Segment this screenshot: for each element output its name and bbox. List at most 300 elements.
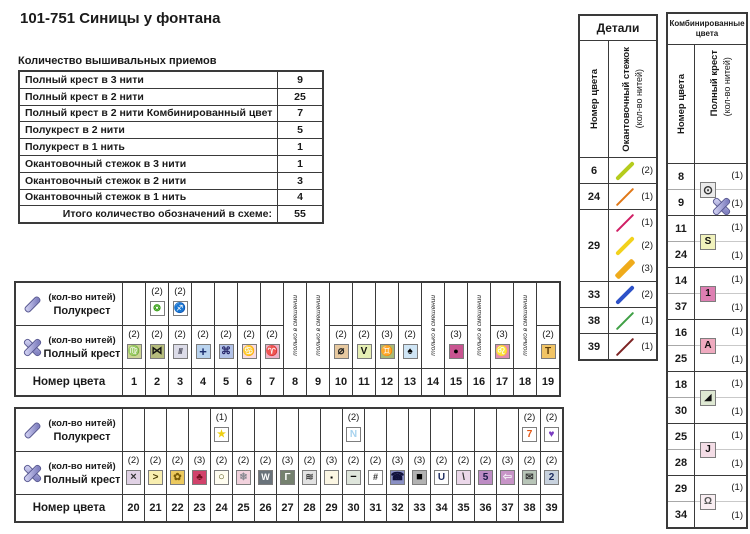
half-cross-cell — [169, 283, 191, 325]
thread-count: (3) — [413, 455, 426, 466]
symbol-chip: Γ — [280, 470, 295, 485]
combined-symbol-cell — [695, 476, 746, 527]
full-cross-cell — [365, 451, 386, 494]
symbol-chip: 2 — [544, 470, 559, 485]
outline-stitch-sample — [611, 257, 654, 280]
stats-row — [20, 88, 322, 105]
details-outline-stitch-header: Окантовочный стежок — [621, 46, 632, 152]
symbol-chip: N — [346, 427, 361, 442]
stitch-line-swatch — [616, 337, 634, 355]
thread-count: (2) — [237, 455, 250, 466]
stats-row-value: 1 — [277, 139, 322, 155]
thread-count: (1) — [731, 326, 743, 337]
full-cross-cell — [497, 451, 518, 494]
color-column-5 — [214, 283, 237, 395]
stats-row — [20, 189, 322, 206]
thread-count: (1) — [731, 354, 743, 365]
color-column-19 — [536, 283, 559, 395]
full-cross-cell — [445, 325, 467, 368]
half-cross-cell — [211, 409, 232, 451]
half-cross-cell — [365, 409, 386, 451]
symbol-chip: ⌘ — [219, 344, 234, 359]
thread-count: (1) — [215, 412, 228, 423]
stitch-line-swatch — [616, 311, 634, 329]
symbol-chip: U — [434, 470, 449, 485]
symbol-chip: ⌀ — [334, 344, 349, 359]
full-cross-cell — [353, 325, 375, 368]
thread-count: (2) — [358, 329, 370, 340]
detail-color-number: 29 — [580, 210, 609, 281]
stitch-line-swatch — [616, 187, 634, 205]
color-number: 17 — [491, 368, 513, 395]
color-number: 32 — [387, 494, 408, 521]
thread-count: (1) — [731, 406, 743, 417]
full-cross-cell — [537, 325, 559, 368]
color-number: 38 — [519, 494, 540, 521]
full-cross-cell — [192, 325, 214, 368]
thread-count: (2) — [523, 412, 536, 423]
half-cross-cell — [387, 409, 408, 451]
stats-row-label: Полный крест в 2 нити — [25, 90, 144, 103]
half-cross-cell — [261, 283, 283, 325]
color-column-11 — [352, 283, 375, 395]
half-cross-cell — [491, 283, 513, 325]
stats-row-value: 5 — [277, 122, 322, 138]
thread-count: (1) — [731, 430, 743, 441]
symbol-chip: ♠ — [403, 344, 418, 359]
color-column-22 — [166, 409, 188, 521]
thread-count: (1) — [731, 510, 743, 521]
color-number: 31 — [365, 494, 386, 521]
thread-count: (2) — [545, 455, 558, 466]
half-cross-cell — [233, 409, 254, 451]
thread-count: (2) — [174, 329, 186, 340]
thread-count: (1) — [641, 315, 653, 326]
thread-count: (2) — [457, 455, 470, 466]
color-column-38 — [518, 409, 540, 521]
thread-count: (2) — [197, 329, 209, 340]
half-cross-cell — [192, 283, 214, 325]
color-number: 5 — [215, 368, 237, 395]
color-column-6 — [237, 283, 260, 395]
combined-row-8-9 — [668, 164, 746, 215]
symbol-chip: ○ — [214, 470, 229, 485]
thread-count: (3) — [281, 455, 294, 466]
color-column-37 — [496, 409, 518, 521]
combined-color-number: 24 — [668, 241, 694, 267]
color-column-36 — [474, 409, 496, 521]
color-number: 15 — [445, 368, 467, 395]
combined-color-number-header: Номер цвета — [675, 74, 687, 134]
symbol-chip: + — [196, 344, 211, 359]
color-number: 25 — [233, 494, 254, 521]
blend-only-note: только в смешении — [429, 295, 437, 356]
stitch-line-swatch — [614, 258, 635, 279]
details-panel — [578, 14, 658, 361]
stats-row — [20, 205, 322, 222]
symbol-chip: ■ — [412, 470, 427, 485]
stats-row — [20, 72, 322, 88]
color-column-7 — [260, 283, 283, 395]
color-column-20 — [122, 409, 144, 521]
thread-count: (2) — [641, 240, 653, 251]
symbol-chip: ▪ — [324, 470, 339, 485]
half-cross-cell — [238, 283, 260, 325]
symbol-chip: − — [346, 470, 361, 485]
symbol-chip: ❄ — [236, 470, 251, 485]
symbol-chip: 5 — [478, 470, 493, 485]
detail-row-39 — [580, 333, 656, 359]
combined-color-number: 8 — [677, 170, 685, 183]
combined-color-number: 18 — [674, 378, 688, 391]
full-cross-cell — [189, 451, 210, 494]
combined-color-number: 25 — [668, 345, 694, 371]
stats-row-value: 3 — [277, 173, 322, 189]
color-column-32 — [386, 409, 408, 521]
thread-count: (3) — [450, 329, 462, 340]
thread-count: (1) — [641, 217, 653, 228]
thread-count-label: (кол-во нитей) — [48, 417, 116, 429]
blend-only-note: только в смешении — [475, 295, 483, 356]
half-cross-cell — [453, 409, 474, 451]
detail-row-33 — [580, 281, 656, 307]
symbol-chip: 7 — [522, 427, 537, 442]
full-cross-row-label — [16, 451, 122, 494]
full-cross-cell — [376, 325, 398, 368]
thread-count: (2) — [369, 455, 382, 466]
half-cross-cell — [343, 409, 364, 451]
thread-count: (2) — [174, 286, 186, 297]
combined-symbol-cell — [695, 164, 746, 215]
thread-count: (2) — [171, 455, 184, 466]
stitch-name-label: Полный крест — [43, 473, 121, 486]
color-column-26 — [254, 409, 276, 521]
detail-color-number: 39 — [580, 334, 609, 359]
stats-row-value: 1 — [277, 156, 322, 172]
thread-count: (3) — [496, 329, 508, 340]
symbol-chip: /// — [173, 344, 188, 359]
symbol-table-colors-1-19 — [14, 281, 561, 397]
combined-row-18-30 — [668, 371, 746, 423]
color-column-14 — [421, 283, 444, 395]
color-column-23 — [188, 409, 210, 521]
full-cross-cell — [145, 451, 166, 494]
symbol-chip: ♐ — [173, 301, 188, 316]
thread-count: (2) — [151, 329, 163, 340]
symbol-chip: 1 — [700, 286, 716, 302]
combined-color-number: 34 — [668, 501, 694, 527]
stitch-count-table — [18, 70, 324, 224]
color-column-17 — [490, 283, 513, 395]
combined-full-cross-header: Полный крест — [709, 50, 720, 117]
color-number: 35 — [453, 494, 474, 521]
symbol-chip: ≋ — [302, 470, 317, 485]
color-column-8 — [283, 283, 306, 395]
combined-color-number: 29 — [674, 482, 688, 495]
stitch-line-swatch — [615, 285, 635, 305]
full-cross-icon — [21, 339, 43, 355]
symbol-chip: ⊙ — [700, 182, 716, 198]
stats-row — [20, 121, 322, 138]
full-cross-cell — [123, 325, 145, 368]
symbol-chip: T — [541, 344, 556, 359]
combined-color-number: 11 — [675, 222, 687, 235]
stats-row-label: Итого количество обозначений в схеме: — [62, 208, 272, 221]
color-number: 11 — [353, 368, 375, 395]
half-cross-cell — [255, 409, 276, 451]
color-column-27 — [276, 409, 298, 521]
stitch-line-swatch — [616, 213, 634, 231]
combined-color-number: 9 — [668, 189, 694, 215]
full-cross-cell — [211, 451, 232, 494]
symbol-table-colors-20-39 — [14, 407, 564, 523]
combined-row-29-34 — [668, 475, 746, 527]
color-column-9 — [306, 283, 329, 395]
symbol-chip: ♊ — [380, 344, 395, 359]
color-number: 39 — [541, 494, 562, 521]
details-title: Детали — [580, 16, 656, 41]
color-column-13 — [398, 283, 421, 395]
combined-symbol-cell — [695, 268, 746, 319]
half-cross-cell — [123, 409, 144, 451]
blend-only-note: только в смешении — [314, 295, 322, 356]
stats-row-label: Окантовочный стежок в 2 нити — [25, 174, 187, 187]
half-cross-cell — [167, 409, 188, 451]
stats-row-label: Полный крест в 3 нити — [25, 73, 144, 86]
color-number: 7 — [261, 368, 283, 395]
full-cross-cell — [299, 451, 320, 494]
combined-color-number: 25 — [674, 430, 688, 443]
symbol-chip: ★ — [214, 427, 229, 442]
symbol-chip: ⇦ — [500, 470, 515, 485]
color-column-4 — [191, 283, 214, 395]
full-cross-cell — [541, 451, 562, 494]
detail-row-24 — [580, 183, 656, 209]
full-cross-cell — [215, 325, 237, 368]
thread-count: (1) — [731, 482, 743, 493]
full-cross-cell — [431, 451, 452, 494]
combined-thread-count-header: (кол-во нитей) — [722, 57, 732, 117]
thread-count: (3) — [501, 455, 514, 466]
thread-count: (1) — [641, 191, 653, 202]
thread-count: (2) — [479, 455, 492, 466]
stats-row — [20, 155, 322, 172]
stitch-name-label: Полукрест — [53, 430, 111, 443]
color-column-2 — [145, 283, 168, 395]
stats-row — [20, 172, 322, 189]
half-cross-row-label — [16, 283, 122, 325]
color-column-30 — [342, 409, 364, 521]
color-number: 28 — [299, 494, 320, 521]
thread-count: (2) — [347, 455, 360, 466]
symbol-chip: \ — [456, 470, 471, 485]
color-number: 37 — [497, 494, 518, 521]
combined-colors-panel — [666, 12, 748, 529]
color-number: 2 — [146, 368, 168, 395]
color-number: 1 — [123, 368, 145, 395]
symbol-chip: ⋈ — [151, 345, 163, 357]
thread-count: (3) — [193, 455, 206, 466]
full-cross-cell — [491, 325, 513, 368]
half-cross-cell — [475, 409, 496, 451]
symbol-chip: ✉ — [522, 470, 537, 485]
color-number: 4 — [192, 368, 214, 395]
half-cross-row-label — [16, 409, 122, 451]
thread-count: (2) — [335, 329, 347, 340]
color-number: 27 — [277, 494, 298, 521]
color-number: 29 — [321, 494, 342, 521]
color-number: 21 — [145, 494, 166, 521]
color-column-28 — [298, 409, 320, 521]
thread-count: (1) — [641, 341, 653, 352]
stitch-line-swatch — [615, 161, 635, 181]
combined-color-number: 30 — [668, 397, 694, 423]
thread-count: (2) — [435, 455, 448, 466]
stats-row-value: 7 — [277, 106, 322, 122]
color-number: 8 — [284, 368, 306, 395]
color-column-21 — [144, 409, 166, 521]
color-number: 36 — [475, 494, 496, 521]
color-column-24 — [210, 409, 232, 521]
detail-color-number: 6 — [580, 158, 609, 183]
detail-row-38 — [580, 307, 656, 333]
combined-column-headers — [668, 45, 746, 164]
half-cross-cell — [431, 409, 452, 451]
thread-count: (1) — [731, 302, 743, 313]
thread-count: (1) — [731, 458, 743, 469]
symbol-chip: ◢ — [700, 390, 716, 406]
combined-color-number: 14 — [674, 274, 688, 287]
full-cross-cell — [233, 451, 254, 494]
stats-row-label: Полный крест в 2 нити Комбинированный цвет — [25, 107, 273, 120]
combined-row-25-28 — [668, 423, 746, 475]
half-cross-icon — [21, 296, 43, 312]
half-cross-cell — [189, 409, 210, 451]
symbol-chip: ● — [449, 344, 464, 359]
stats-row-value: 4 — [277, 190, 322, 206]
thread-count: (3) — [641, 263, 653, 274]
thread-count: (2) — [149, 455, 162, 466]
combined-row-11-24 — [668, 215, 746, 267]
color-number: 10 — [330, 368, 352, 395]
full-cross-cell — [238, 325, 260, 368]
half-cross-cell — [330, 283, 352, 325]
detail-color-number: 24 — [580, 184, 609, 209]
color-number: 9 — [307, 368, 329, 395]
full-cross-cell — [255, 451, 276, 494]
thread-count: (2) — [243, 329, 255, 340]
half-cross-icon — [21, 422, 43, 438]
full-cross-cell — [167, 451, 188, 494]
combined-symbol-cell — [695, 372, 746, 423]
combined-color-number: 16 — [674, 326, 688, 339]
full-cross-row-label — [16, 325, 122, 368]
blend-only-note: только в смешении — [291, 295, 299, 356]
symbol-chip: S — [700, 234, 716, 250]
thread-count: (1) — [731, 274, 743, 285]
full-cross-cell — [519, 451, 540, 494]
full-cross-cell — [409, 451, 430, 494]
symbol-chip: × — [126, 470, 141, 485]
details-color-number-header: Номер цвета — [588, 69, 600, 129]
thread-count: (1) — [731, 222, 743, 233]
combined-symbol-cell — [695, 424, 746, 475]
thread-count: (2) — [347, 412, 360, 423]
thread-count: (1) — [731, 378, 743, 389]
symbol-chip: ♥ — [544, 427, 559, 442]
stats-row-label: Полукрест в 2 нити — [25, 124, 125, 137]
thread-count: (2) — [128, 329, 140, 340]
stitch-name-label: Полный крест — [43, 347, 121, 360]
symbol-chip: ♌ — [495, 344, 510, 359]
half-cross-cell — [497, 409, 518, 451]
outline-stitch-sample — [611, 283, 654, 306]
outline-stitch-sample — [611, 335, 654, 358]
details-column-headers — [580, 41, 656, 157]
color-column-12 — [375, 283, 398, 395]
half-cross-cell — [215, 283, 237, 325]
symbol-chip: # — [368, 470, 383, 485]
symbol-chip: ♋ — [242, 344, 257, 359]
blend-only-cell — [468, 283, 490, 368]
half-cross-cell — [146, 283, 168, 325]
color-column-31 — [364, 409, 386, 521]
color-column-33 — [408, 409, 430, 521]
stats-row — [20, 138, 322, 155]
detail-row-29 — [580, 209, 656, 281]
symbol-chip: V — [357, 344, 372, 359]
stats-row-value: 9 — [277, 72, 322, 88]
combined-title: Комбинированные цвета — [668, 14, 746, 45]
thread-count: (2) — [220, 329, 232, 340]
thread-count: (3) — [325, 455, 338, 466]
thread-count: (1) — [731, 170, 743, 181]
half-cross-cell — [321, 409, 342, 451]
thread-count-label: (кол-во нитей) — [48, 291, 116, 303]
blend-only-cell — [307, 283, 329, 368]
outline-stitch-sample — [611, 211, 654, 234]
full-cross-cell — [343, 451, 364, 494]
thread-count: (2) — [641, 289, 653, 300]
color-number: 16 — [468, 368, 490, 395]
thread-count: (2) — [545, 412, 558, 423]
full-cross-cell — [387, 451, 408, 494]
symbol-chip: J — [700, 442, 716, 458]
color-column-25 — [232, 409, 254, 521]
stats-row-label: Окантовочный стежок в 1 нить — [25, 191, 187, 204]
symbol-chip: ♍ — [127, 344, 142, 359]
color-column-16 — [467, 283, 490, 395]
thread-count: (1) — [731, 198, 743, 209]
half-cross-cell — [277, 409, 298, 451]
color-column-15 — [444, 283, 467, 395]
color-number-row-label: Номер цвета — [16, 368, 122, 395]
combined-row-16-25 — [668, 319, 746, 371]
combined-row-14-37 — [668, 267, 746, 319]
color-column-39 — [540, 409, 562, 521]
thread-count: (2) — [523, 455, 536, 466]
full-cross-cell — [475, 451, 496, 494]
symbol-chip: > — [148, 470, 163, 485]
color-number-row-label: Номер цвета — [16, 494, 122, 521]
blend-only-cell — [284, 283, 306, 368]
symbol-chip: ❂ — [150, 301, 165, 316]
symbol-chip: ✿ — [170, 470, 185, 485]
full-cross-cell — [277, 451, 298, 494]
color-number: 22 — [167, 494, 188, 521]
half-cross-cell — [299, 409, 320, 451]
stats-heading: Количество вышивальных приемов — [18, 55, 217, 67]
